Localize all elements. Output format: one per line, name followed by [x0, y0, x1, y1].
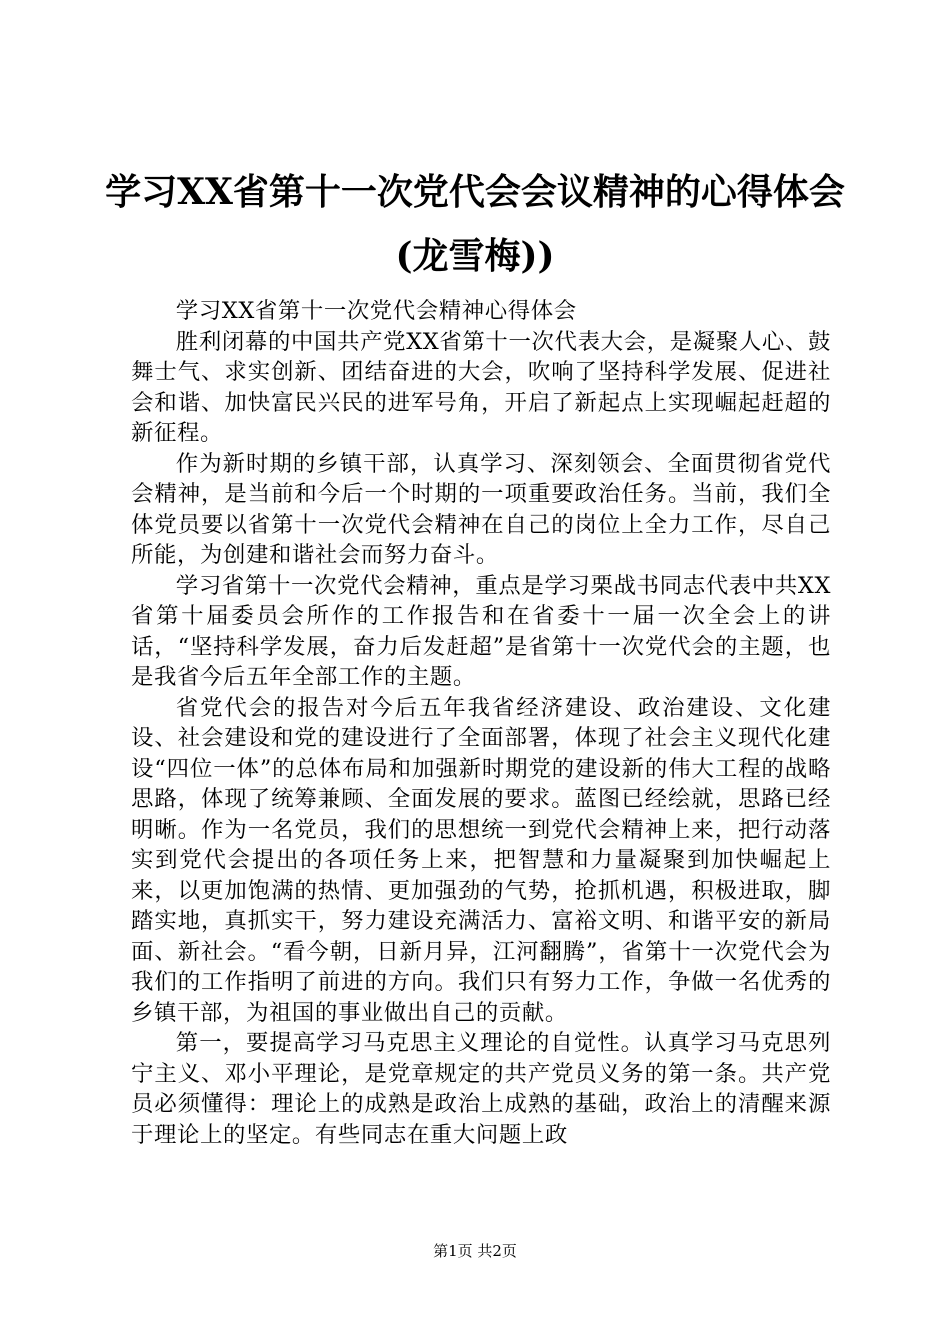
- body-paragraph: 学习省第十一次党代会精神，重点是学习栗战书同志代表中共XX省第十届委员会所作的工作报告和在省委十一届一次全会上的讲话，“坚持科学发展，奋力后发赶超”是省第十一次党代会的主题，也是我省今后五年全部工作的主题。: [131, 572, 831, 690]
- body-paragraph: 作为新时期的乡镇干部，认真学习、深刻领会、全面贯彻省党代会精神，是当前和今后一个时期的一项重要政治任务。当前，我们全体党员要以省第十一次党代会精神在自己的岗位上全力工作，尽自己所能，为创建和谐社会而努力奋斗。: [131, 450, 831, 568]
- body-paragraph: 胜利闭幕的中国共产党XX省第十一次代表大会，是凝聚人心、鼓舞士气、求实创新、团结奋进的大会，吹响了坚持科学发展、促进社会和谐、加快富民兴民的进军号角，开启了新起点上实现崛起赶超的新征程。: [131, 328, 831, 446]
- document-body: [131, 296, 831, 1150]
- document-title: 学习XX省第十一次党代会会议精神的心得体会(龙雪梅)): [105, 171, 845, 277]
- page-number-footer: 第1页 共2页: [433, 1242, 517, 1260]
- body-paragraph: 第一，要提高学习马克思主义理论的自觉性。认真学习马克思列宁主义、邓小平理论，是党章规定的共产党员义务的第一条。共产党员必须懂得：理论上的成熟是政治上成熟的基础，政治上的清醒来源于理论上的坚定。有些同志在重大问题上政: [131, 1030, 831, 1148]
- body-paragraph: 省党代会的报告对今后五年我省经济建设、政治建设、文化建设、社会建设和党的建设进行了全面部署，体现了社会主义现代化建设“四位一体”的总体布局和加强新时期党的建设新的伟大工程的战略思路，体现了统筹兼顾、全面发展的要求。蓝图已经绘就，思路已经明晰。作为一名党员，我们的思想统一到党代会精神上来，把行动落实到党代会提出的各项任务上来，把智慧和力量凝聚到加快崛起上来，以更加饱满的热情、更加强劲的气势，抢抓机遇，积极进取，脚踏实地，真抓实干，努力建设充满活力、富裕文明、和谐平安的新局面、新社会。“看今朝，日新月异，江河翻腾”，省第十一次党代会为我们的工作指明了前进的方向。我们只有努力工作，争做一名优秀的乡镇干部，为祖国的事业做出自己的贡献。: [131, 694, 831, 1026]
- subtitle-paragraph: 学习XX省第十一次党代会精神心得体会: [175, 298, 577, 324]
